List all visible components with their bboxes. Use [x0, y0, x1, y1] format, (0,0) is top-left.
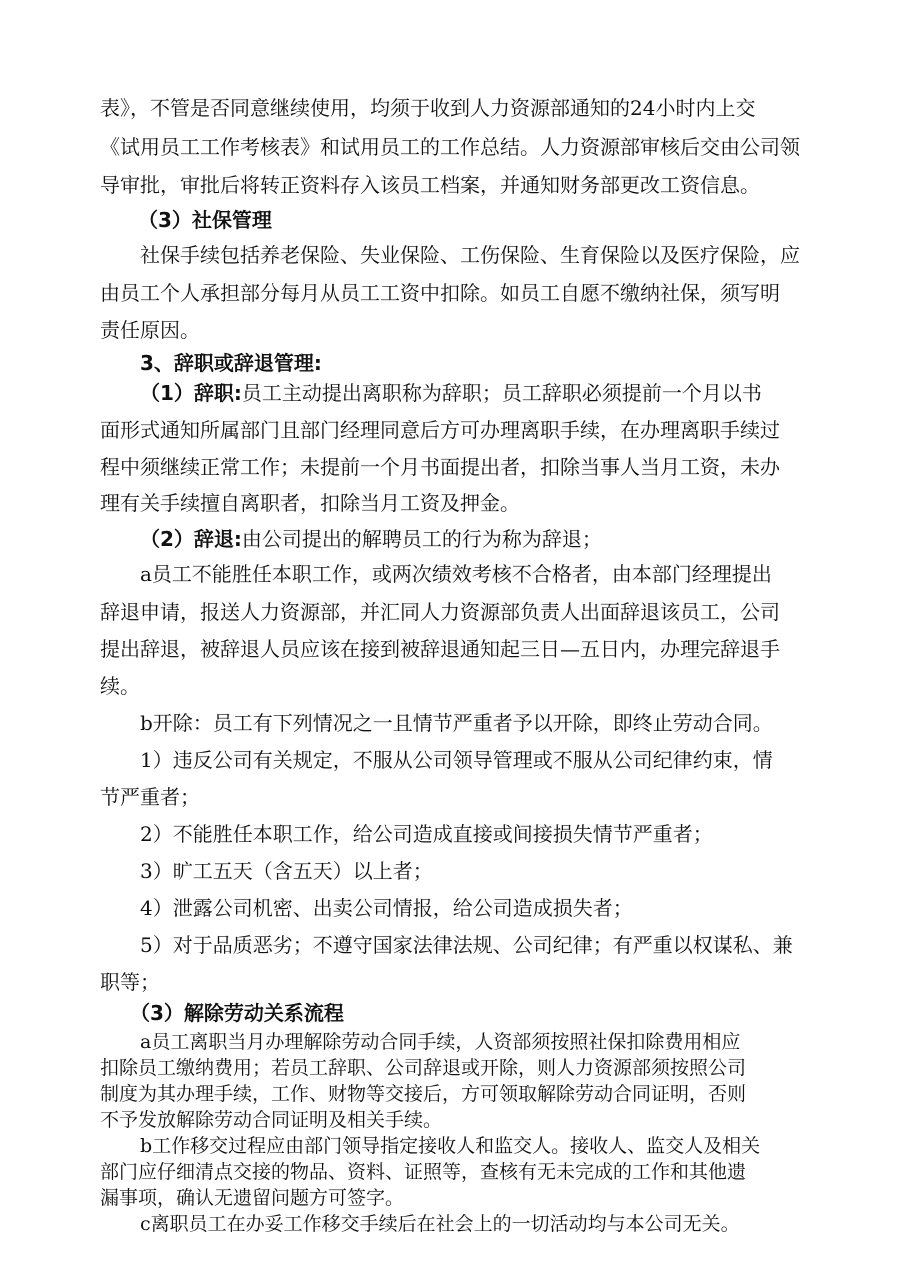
text-line: 提出辞退，被辞退人员应该在接到被辞退通知起三日—五日内，办理完辞退手 [100, 637, 780, 661]
dismiss-label: （2）辞退: [140, 527, 242, 551]
dismiss-paragraph-first-line [0, 527, 909, 551]
text-line: 不予发放解除劳动合同证明及相关手续。 [100, 1109, 443, 1131]
text-line: 《试用员工工作考核表》和试用员工的工作总结。人力资源部审核后交由公司领 [100, 135, 800, 159]
text-line: a员工不能胜任本职工作，或两次绩效考核不合格者，由本部门经理提出 [140, 562, 772, 586]
section-heading-termination-process: （3）解除劳动关系流程 [130, 1001, 344, 1025]
resign-text: 员工主动提出离职称为辞职；员工辞职必须提前一个月以书 [241, 381, 762, 405]
text-line: a员工离职当月办理解除劳动合同手续，人资部须按照社保扣除费用相应 [140, 1031, 741, 1053]
text-line: 由员工个人承担部分每月从员工工资中扣除。如员工自愿不缴纳社保，须写明 [100, 281, 780, 305]
text-line: 程中须继续正常工作；未提前一个月书面提出者，扣除当事人当月工资，未办 [100, 455, 780, 479]
text-line: 部门应仔细清点交接的物品、资料、证照等，查核有无未完成的工作和其他遗 [100, 1161, 747, 1183]
text-line: 导审批，审批后将转正资料存入该员工档案，并通知财务部更改工资信息。 [100, 173, 760, 197]
text-line: 续。 [100, 674, 140, 698]
text-line: 节严重者； [100, 785, 200, 809]
section-heading-social-insurance: （3）社保管理 [138, 208, 272, 232]
text-line: 2）不能胜任本职工作，给公司造成直接或间接损失情节严重者； [140, 822, 713, 846]
text-line: 辞退申请，报送人力资源部，并汇同人力资源部负责人出面辞退该员工，公司 [100, 600, 780, 624]
text-line: 3）旷工五天（含五天）以上者； [140, 859, 433, 883]
text-line: c离职员工在办妥工作移交手续后在社会上的一切活动均与本公司无关。 [140, 1213, 740, 1235]
text-line: 制度为其办理手续，工作、财物等交接后，方可领取解除劳动合同证明，否则 [100, 1083, 747, 1105]
resign-paragraph-first-line [0, 381, 909, 405]
text-line: 1）违反公司有关规定，不服从公司领导管理或不服从公司纪律约束，情 [140, 748, 773, 772]
text-line: 责任原因。 [100, 318, 200, 342]
text-line: b工作移交过程应由部门领导指定接收人和监交人。接收人、监交人及相关 [140, 1135, 761, 1157]
dismiss-text: 由公司提出的解聘员工的行为称为辞退； [241, 527, 602, 551]
text-line: 4）泄露公司机密、出卖公司情报，给公司造成损失者； [140, 896, 633, 920]
text-line: 理有关手续擅自离职者，扣除当月工资及押金。 [100, 491, 520, 515]
text-line: 漏事项，确认无遗留问题方可签字。 [100, 1187, 405, 1209]
text-line: 5）对于品质恶劣；不遵守国家法律法规、公司纪律；有严重以权谋私、兼 [140, 933, 793, 957]
text-line: 职等； [100, 970, 160, 994]
text-line: b开除：员工有下列情况之一且情节严重者予以开除，即终止劳动合同。 [140, 711, 773, 735]
text-line: 面形式通知所属部门且部门经理同意后方可办理离职手续，在办理离职手续过 [100, 418, 780, 442]
text-line: 表》，不管是否同意继续使用，均须于收到人力资源部通知的24小时内上交 [100, 96, 756, 120]
text-line: 扣除员工缴纳费用；若员工辞职、公司辞退或开除，则人力资源部须按照公司 [100, 1057, 747, 1079]
resign-label: （1）辞职: [140, 381, 242, 405]
section-heading-resignation: 3、辞职或辞退管理: [140, 351, 322, 375]
text-line: 社保手续包括养老保险、失业保险、工伤保险、生育保险以及医疗保险，应 [140, 243, 800, 267]
